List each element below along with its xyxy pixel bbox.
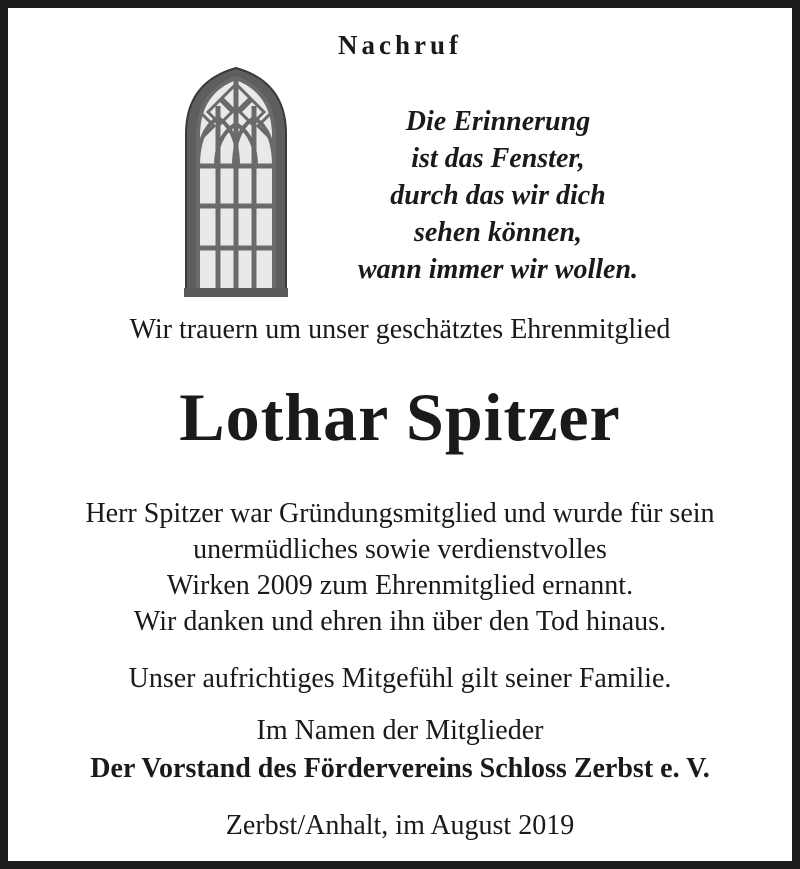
condolence-line: Unser aufrichtiges Mitgefühl gilt seiner Familie. xyxy=(128,663,672,694)
tribute-line: Wir danken und ehren ihn über den Tod hinaus. xyxy=(133,606,667,637)
tribute-text xyxy=(8,496,792,640)
quote-line: durch das wir dich xyxy=(390,180,606,211)
gothic-window-icon xyxy=(180,66,292,298)
mourning-intro: Wir trauern um unser geschätztes Ehrenmitglied xyxy=(129,314,671,345)
signature-intro: Im Namen der Mitglieder xyxy=(256,715,544,746)
memorial-quote xyxy=(308,103,688,288)
quote-line: ist das Fenster, xyxy=(411,143,585,174)
deceased-name: Lothar Spitzer xyxy=(179,379,621,455)
notice-heading: Nachruf xyxy=(338,30,462,60)
signature-board: Der Vorstand des Fördervereins Schloss Zerbst e. V. xyxy=(90,753,710,784)
quote-line: Die Erinnerung xyxy=(405,106,591,137)
place-and-date: Zerbst/Anhalt, im August 2019 xyxy=(225,810,575,841)
quote-line: wann immer wir wollen. xyxy=(357,254,639,285)
tribute-line: unermüdliches sowie verdienstvolles xyxy=(193,534,607,565)
tribute-line: Herr Spitzer war Gründungsmitglied und wurde für sein xyxy=(85,498,715,529)
quote-line: sehen können, xyxy=(413,217,583,248)
tribute-line: Wirken 2009 zum Ehrenmitglied ernannt. xyxy=(166,570,634,601)
